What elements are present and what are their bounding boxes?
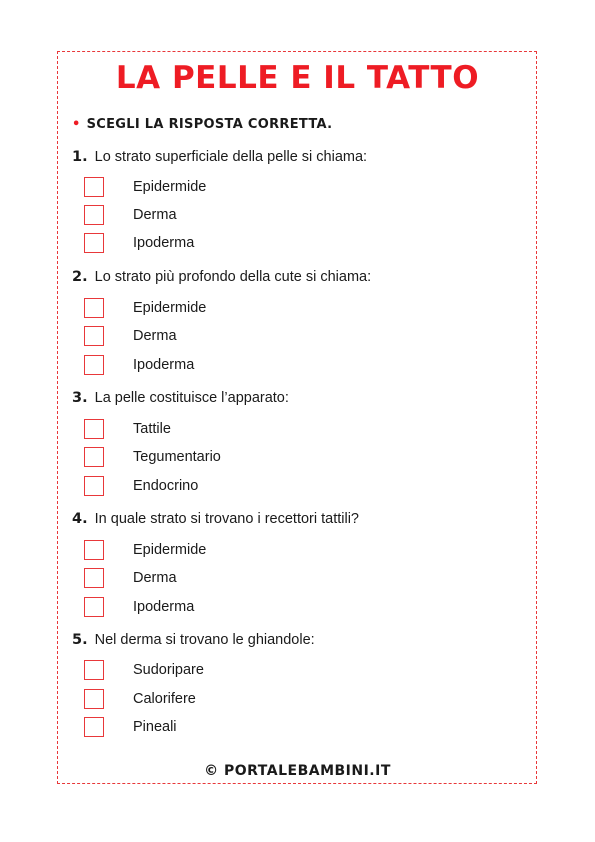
checkbox[interactable] xyxy=(84,597,104,617)
question-4 xyxy=(72,511,359,527)
option-label: Epidermide xyxy=(133,179,207,195)
checkbox[interactable] xyxy=(84,660,104,680)
question-2 xyxy=(72,269,371,285)
option-label: Ipoderma xyxy=(133,357,195,373)
checkbox[interactable] xyxy=(84,326,104,346)
question-number: 1. xyxy=(72,149,88,165)
checkbox[interactable] xyxy=(84,717,104,737)
checkbox[interactable] xyxy=(84,205,104,225)
option-label: Endocrino xyxy=(133,478,199,494)
checkbox[interactable] xyxy=(84,355,104,375)
option-label: Derma xyxy=(133,570,177,586)
page-title: LA PELLE E IL TATTO xyxy=(115,60,480,96)
question-1 xyxy=(72,149,367,165)
checkbox[interactable] xyxy=(84,476,104,496)
option-label: Derma xyxy=(133,328,177,344)
question-text: In quale strato si trovano i recettori tattili? xyxy=(94,511,359,527)
question-number: 4. xyxy=(72,511,88,527)
option-label: Tegumentario xyxy=(133,449,221,465)
option-label: Derma xyxy=(133,207,177,223)
checkbox[interactable] xyxy=(84,689,104,709)
question-text: Lo strato più profondo della cute si chiama: xyxy=(94,269,372,285)
option-label: Ipoderma xyxy=(133,599,195,615)
copyright-footer: © PORTALEBAMBINI.IT xyxy=(204,763,391,779)
question-text: La pelle costituisce l’apparato: xyxy=(94,390,289,406)
option-label: Pineali xyxy=(133,719,177,735)
question-number: 3. xyxy=(72,390,88,406)
bullet-icon: • xyxy=(72,117,81,132)
question-3 xyxy=(72,390,289,406)
checkbox[interactable] xyxy=(84,419,104,439)
question-5 xyxy=(72,632,315,648)
option-label: Calorifere xyxy=(133,691,196,707)
checkbox[interactable] xyxy=(84,568,104,588)
option-label: Epidermide xyxy=(133,300,207,316)
question-text: Nel derma si trovano le ghiandole: xyxy=(94,632,315,648)
question-number: 2. xyxy=(72,269,88,285)
question-number: 5. xyxy=(72,632,88,648)
checkbox[interactable] xyxy=(84,447,104,467)
option-label: Tattile xyxy=(133,421,171,437)
checkbox[interactable] xyxy=(84,298,104,318)
question-text: Lo strato superficiale della pelle si chiama: xyxy=(94,149,368,165)
instruction-text: SCEGLI LA RISPOSTA CORRETTA. xyxy=(86,117,333,132)
option-label: Epidermide xyxy=(133,542,207,558)
option-label: Ipoderma xyxy=(133,235,195,251)
checkbox[interactable] xyxy=(84,177,104,197)
checkbox[interactable] xyxy=(84,233,104,253)
instruction xyxy=(72,117,332,132)
option-label: Sudoripare xyxy=(133,662,204,678)
checkbox[interactable] xyxy=(84,540,104,560)
